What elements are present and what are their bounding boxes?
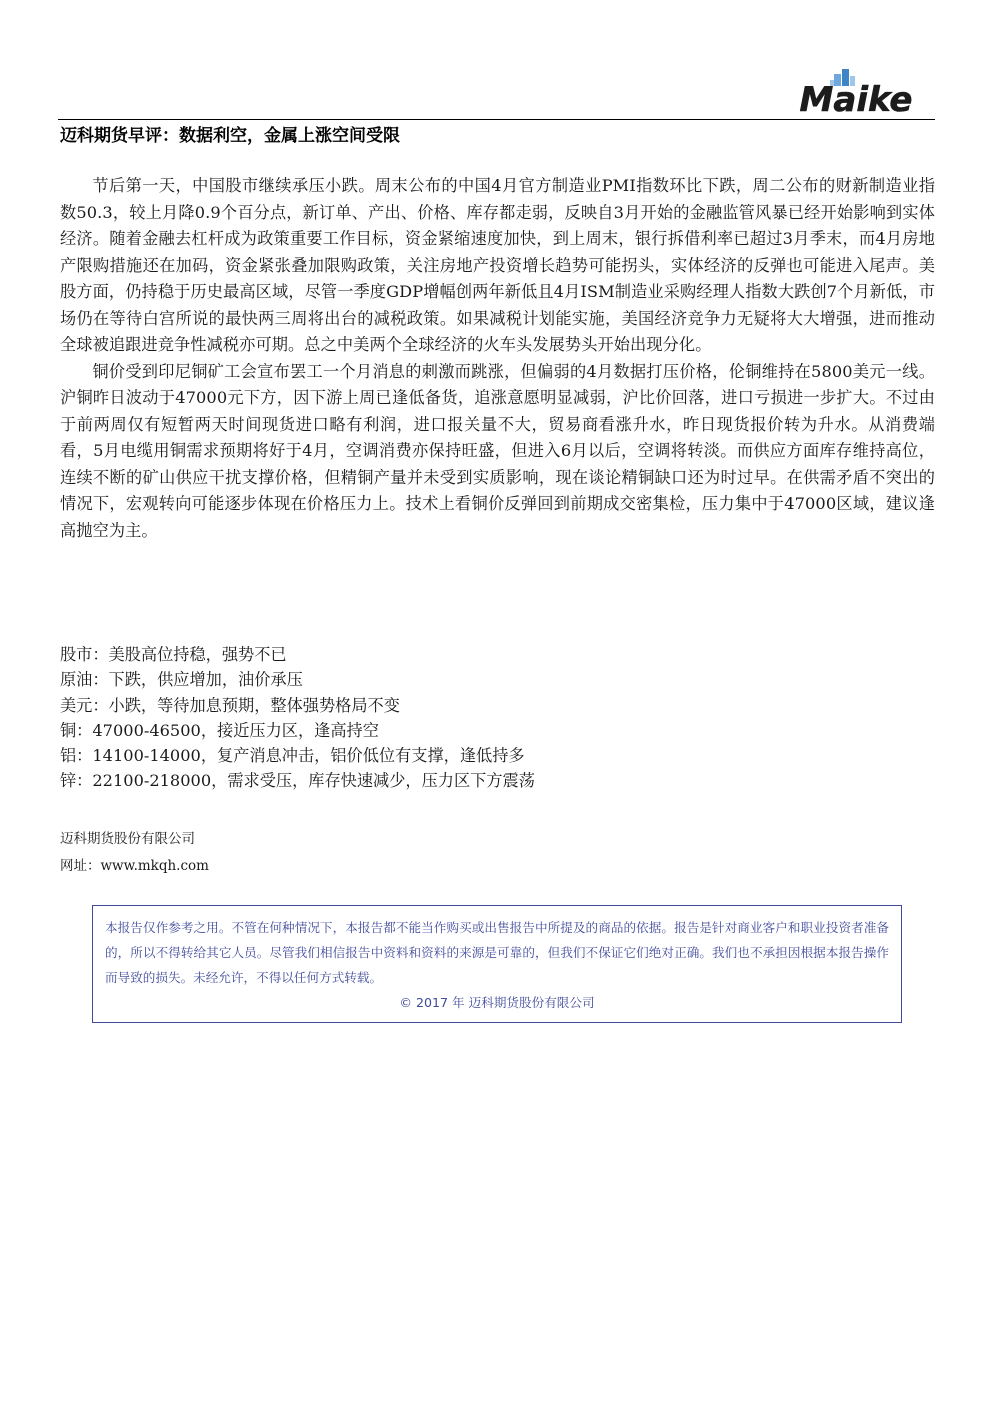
summary-zinc: 锌：22100-218000，需求受压，库存快速减少，压力区下方震荡 — [60, 771, 535, 791]
paragraph-copper: 铜价受到印尼铜矿工会宣布罢工一个月消息的刺激而跳涨，但偏弱的4月数据打压价格，伦铜维持在5800美元一线。沪铜昨日波动于47000元下方，因下游上周已逢低备货，追涨意愿明显减弱，沪比价回落，进口亏损进一步扩大。不过由于前两周仅有短暂两天时间现货进口略有利润，进口报关量不大，贸易商看涨升水，昨日现货报价转为升水。从消费端看，5月电缆用铜需求预期将好于4月，空调消费亦保持旺盛，但进入6月以后，空调将转淡。而供应方面库存维持高位，连续不断的矿山供应干扰支撑价格，但精铜产量并未受到实质影响，现在谈论精铜缺口还为时过早。在供需矛盾不突出的情况下，宏观转向可能逐步体现在价格压力上。技术上看铜价反弹回到前期成交密集检，压力集中于47000区域，建议逢高抛空为主。 — [60, 361, 935, 540]
company-name: 迈科期货股份有限公司 — [60, 831, 195, 847]
summary-usd: 美元：小跌，等待加息预期，整体强势格局不变 — [60, 695, 400, 715]
copyright-line: © 2017 年 迈科期货股份有限公司 — [399, 995, 595, 1010]
company-website: 网址：www.mkqh.com — [60, 858, 209, 874]
disclaimer-box — [92, 905, 902, 1023]
market-summary — [60, 642, 535, 794]
maike-logo — [786, 66, 926, 116]
header-divider — [58, 119, 935, 120]
summary-copper: 铜：47000-46500，接近压力区，逢高持空 — [60, 720, 379, 740]
maike-logo-graphic — [786, 66, 926, 116]
summary-stocks: 股市：美股高位持稳，强势不已 — [60, 645, 287, 664]
report-title: 迈科期货早评：数据利空，金属上涨空间受限 — [60, 126, 400, 146]
disclaimer-text: 本报告仅作参考之用。不管在何种情况下，本报告都不能当作购买或出售报告中所提及的商品的依据。报告是针对商业客户和职业投资者准备的，所以不得转给其它人员。尽管我们相信报告中资料和资料的来源是可靠的，但我们不保证它们绝对正确。我们也不承担因根据本报告操作而导致的损失。未经允许，不得以任何方式转载。 — [105, 920, 889, 985]
company-info — [60, 826, 209, 880]
summary-crude-oil: 原油：下跌，供应增加，油价承压 — [60, 670, 303, 690]
summary-aluminum: 铝：14100-14000，复产消息冲击，铝价低位有支撑，逢低持多 — [60, 746, 525, 766]
report-body — [60, 173, 935, 544]
paragraph-macro: 节后第一天，中国股市继续承压小跌。周末公布的中国4月官方制造业PMI指数环比下跌，周二公布的财新制造业指数50.3，较上月降0.9个百分点，新订单、产出、价格、库存都走弱，反映自3月开始的金融监管风暴已经开始影响到实体经济。随着金融去杠杆成为政策重要工作目标，资金紧缩速度加快，到上周末，银行拆借利率已超过3月季末，而4月房地产限购措施还在加码，资金紧张叠加限购政策，关注房地产投资增长趋势可能拐头，实体经济的反弹也可能进入尾声。美股方面，仍持稳于历史最高区域，尽管一季度GDP增幅创两年新低且4月ISM制造业采购经理人指数大跌创7个月新低，市场仍在等待白宫所说的最快两三周将出台的减税政策。如果减税计划能实施，美国经济竞争力无疑将大大增强，进而推动全球被追跟进竞争性减税亦可期。总之中美两个全球经济的火车头发展势头开始出现分化。 — [60, 176, 935, 354]
logo-text: Maike — [799, 80, 913, 116]
